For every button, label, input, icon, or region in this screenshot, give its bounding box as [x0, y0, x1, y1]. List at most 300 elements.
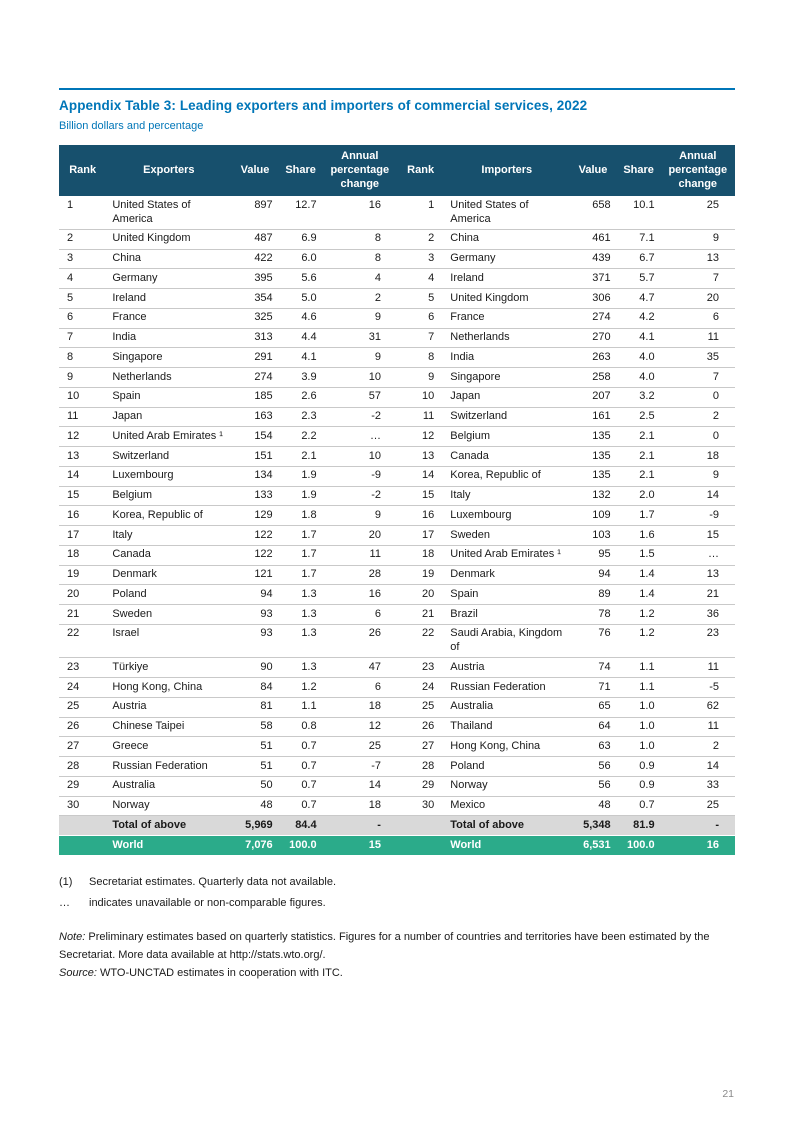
share-cell: 2.0 — [617, 486, 661, 506]
page-number: 21 — [722, 1088, 734, 1100]
annual-change-cell: 13 — [661, 249, 735, 269]
rank-cell: 2 — [59, 229, 106, 249]
country-cell: Netherlands — [106, 368, 231, 388]
accent-rule — [59, 88, 735, 90]
table-row — [59, 757, 735, 777]
table-row — [59, 776, 735, 796]
rank-cell: 13 — [59, 447, 106, 467]
annual-change-cell: 0 — [661, 427, 735, 447]
rank-cell: 21 — [59, 605, 106, 625]
value-cell: 306 — [569, 289, 616, 309]
value-cell: 325 — [231, 308, 278, 328]
country-cell: United Kingdom — [106, 229, 231, 249]
annual-change-cell: 15 — [323, 836, 397, 855]
country-cell: Switzerland — [106, 447, 231, 467]
annual-change-cell: 14 — [661, 757, 735, 777]
table-row — [59, 658, 735, 678]
share-cell: 1.8 — [279, 506, 323, 526]
annual-change-cell: 18 — [661, 447, 735, 467]
note-body: Preliminary estimates based on quarterly statistics. Figures for a number of countries and territories have been estimated by the Secretariat. More data available at http://stats.wto.org/. — [59, 930, 710, 961]
value-cell: 274 — [569, 308, 616, 328]
share-cell: 4.6 — [279, 308, 323, 328]
country-cell: Singapore — [444, 368, 569, 388]
country-cell: Korea, Republic of — [444, 466, 569, 486]
annual-change-cell: 20 — [323, 526, 397, 546]
country-cell: Norway — [106, 796, 231, 816]
annual-change-cell: 11 — [661, 328, 735, 348]
rank-cell — [397, 836, 444, 855]
annual-change-cell: -5 — [661, 678, 735, 698]
value-cell: 78 — [569, 605, 616, 625]
rank-cell: 28 — [59, 757, 106, 777]
country-cell: Australia — [444, 697, 569, 717]
annual-change-cell: 8 — [323, 229, 397, 249]
rank-cell: 19 — [397, 565, 444, 585]
share-cell: 81.9 — [617, 816, 661, 836]
page-title: Appendix Table 3: Leading exporters and importers of commercial services, 2022 — [59, 98, 588, 113]
country-cell: China — [106, 249, 231, 269]
table-row — [59, 308, 735, 328]
share-cell: 1.2 — [617, 605, 661, 625]
country-cell: Germany — [106, 269, 231, 289]
country-cell: India — [106, 328, 231, 348]
rank-cell — [59, 836, 106, 855]
share-cell: 3.9 — [279, 368, 323, 388]
country-cell: Germany — [444, 249, 569, 269]
table-row — [59, 486, 735, 506]
share-cell: 2.1 — [617, 427, 661, 447]
country-cell: Poland — [444, 757, 569, 777]
country-cell: Türkiye — [106, 658, 231, 678]
rank-cell: 9 — [59, 368, 106, 388]
share-cell: 1.5 — [617, 545, 661, 565]
table-row — [59, 427, 735, 447]
value-cell: 81 — [231, 697, 278, 717]
value-cell: 65 — [569, 697, 616, 717]
rank-cell: 12 — [59, 427, 106, 447]
annual-change-cell: 9 — [323, 348, 397, 368]
rank-cell: 26 — [59, 717, 106, 737]
rank-cell: 20 — [59, 585, 106, 605]
annual-change-cell: 14 — [661, 486, 735, 506]
value-cell: 56 — [569, 776, 616, 796]
share-cell: 1.7 — [279, 526, 323, 546]
country-cell: Sweden — [106, 605, 231, 625]
table-row — [59, 697, 735, 717]
value-cell: 897 — [231, 196, 278, 229]
notes-block — [59, 928, 735, 982]
services-table — [59, 145, 735, 855]
annual-change-cell: 16 — [323, 585, 397, 605]
annual-change-cell: 57 — [323, 387, 397, 407]
annual-change-cell: 14 — [323, 776, 397, 796]
annual-change-cell: 28 — [323, 565, 397, 585]
share-cell: 1.3 — [279, 624, 323, 658]
share-cell: 2.1 — [617, 447, 661, 467]
country-cell: Denmark — [106, 565, 231, 585]
annual-change-cell: 31 — [323, 328, 397, 348]
value-cell: 161 — [569, 407, 616, 427]
rank-cell: 30 — [397, 796, 444, 816]
share-cell: 6.0 — [279, 249, 323, 269]
table-row — [59, 678, 735, 698]
country-cell: Sweden — [444, 526, 569, 546]
country-cell: United States of America — [444, 196, 569, 229]
share-cell: 4.7 — [617, 289, 661, 309]
annual-change-header: Annual percentage change — [661, 145, 735, 196]
rank-cell: 14 — [397, 466, 444, 486]
country-cell: Belgium — [106, 486, 231, 506]
share-cell: 0.9 — [617, 776, 661, 796]
annual-change-cell: 11 — [323, 545, 397, 565]
share-cell: 1.0 — [617, 737, 661, 757]
rank-cell: 2 — [397, 229, 444, 249]
annual-change-cell: -9 — [661, 506, 735, 526]
rank-cell: 26 — [397, 717, 444, 737]
share-cell: 2.5 — [617, 407, 661, 427]
annual-change-cell: 10 — [323, 447, 397, 467]
value-cell: 51 — [231, 757, 278, 777]
table-row — [59, 229, 735, 249]
annual-change-cell: 18 — [323, 796, 397, 816]
share-cell: 1.4 — [617, 585, 661, 605]
country-cell: Austria — [106, 697, 231, 717]
share-cell: 0.7 — [279, 776, 323, 796]
value-cell: 422 — [231, 249, 278, 269]
rank-cell: 8 — [59, 348, 106, 368]
value-cell: 135 — [569, 466, 616, 486]
table-row — [59, 387, 735, 407]
country-cell: China — [444, 229, 569, 249]
rank-cell: 3 — [397, 249, 444, 269]
share-cell: 0.7 — [279, 737, 323, 757]
value-cell: 74 — [569, 658, 616, 678]
table-row — [59, 737, 735, 757]
country-cell: Poland — [106, 585, 231, 605]
rank-cell: 10 — [397, 387, 444, 407]
table-row — [59, 605, 735, 625]
annual-change-cell: 62 — [661, 697, 735, 717]
table-row — [59, 585, 735, 605]
share-cell: 1.7 — [279, 565, 323, 585]
country-cell: Spain — [106, 387, 231, 407]
rank-cell: 11 — [397, 407, 444, 427]
country-cell: Japan — [106, 407, 231, 427]
rank-cell: 22 — [397, 624, 444, 658]
country-cell: Belgium — [444, 427, 569, 447]
country-cell: Netherlands — [444, 328, 569, 348]
share-cell: 4.4 — [279, 328, 323, 348]
share-cell: 100.0 — [617, 836, 661, 855]
rank-cell: 18 — [397, 545, 444, 565]
share-cell: 0.7 — [279, 796, 323, 816]
country-cell: Luxembourg — [106, 466, 231, 486]
country-cell: Australia — [106, 776, 231, 796]
table-row — [59, 447, 735, 467]
footnote-text: indicates unavailable or non-comparable figures. — [89, 896, 326, 909]
rank-cell: 6 — [397, 308, 444, 328]
share-cell: 84.4 — [279, 816, 323, 836]
share-cell: 2.2 — [279, 427, 323, 447]
annual-change-cell: 15 — [661, 526, 735, 546]
share-cell: 1.1 — [617, 678, 661, 698]
country-cell: Italy — [106, 526, 231, 546]
value-cell: 94 — [569, 565, 616, 585]
value-cell: 50 — [231, 776, 278, 796]
annual-change-cell: 2 — [323, 289, 397, 309]
annual-change-cell: 18 — [323, 697, 397, 717]
country-cell: France — [106, 308, 231, 328]
table-row — [59, 269, 735, 289]
rank-cell: 16 — [397, 506, 444, 526]
annual-change-cell: 6 — [661, 308, 735, 328]
share-cell: 4.2 — [617, 308, 661, 328]
annual-change-cell: … — [661, 545, 735, 565]
value-cell: 121 — [231, 565, 278, 585]
value-cell: 270 — [569, 328, 616, 348]
value-cell: 58 — [231, 717, 278, 737]
value-cell: 5,348 — [569, 816, 616, 836]
country-cell: Denmark — [444, 565, 569, 585]
country-cell: Greece — [106, 737, 231, 757]
annual-change-cell: -2 — [323, 407, 397, 427]
share-cell: 6.7 — [617, 249, 661, 269]
rank-cell: 15 — [59, 486, 106, 506]
country-cell: Austria — [444, 658, 569, 678]
annual-change-cell: 7 — [661, 368, 735, 388]
rank-cell: 3 — [59, 249, 106, 269]
rank-cell: 1 — [59, 196, 106, 229]
annual-change-cell: 11 — [661, 717, 735, 737]
table-row — [59, 624, 735, 658]
table-row — [59, 796, 735, 816]
country-cell: Mexico — [444, 796, 569, 816]
value-cell: 371 — [569, 269, 616, 289]
share-cell: 1.3 — [279, 585, 323, 605]
table-row — [59, 249, 735, 269]
annual-change-cell: 35 — [661, 348, 735, 368]
annual-change-cell: 9 — [323, 308, 397, 328]
country-cell: Hong Kong, China — [444, 737, 569, 757]
country-cell: Hong Kong, China — [106, 678, 231, 698]
annual-change-cell: 16 — [323, 196, 397, 229]
share-cell: 4.0 — [617, 368, 661, 388]
value-cell: 93 — [231, 605, 278, 625]
value-cell: 84 — [231, 678, 278, 698]
value-cell: 274 — [231, 368, 278, 388]
rank-cell: 27 — [397, 737, 444, 757]
rank-cell: 30 — [59, 796, 106, 816]
total-row — [59, 816, 735, 836]
value-cell: 71 — [569, 678, 616, 698]
table-row — [59, 506, 735, 526]
value-cell: 263 — [569, 348, 616, 368]
rank-cell: 10 — [59, 387, 106, 407]
value-cell: 51 — [231, 737, 278, 757]
annual-change-cell: 8 — [323, 249, 397, 269]
value-cell: 63 — [569, 737, 616, 757]
value-cell: 395 — [231, 269, 278, 289]
rank-cell: 4 — [397, 269, 444, 289]
value-cell: 313 — [231, 328, 278, 348]
value-cell: 64 — [569, 717, 616, 737]
annual-change-cell: 20 — [661, 289, 735, 309]
value-cell: 90 — [231, 658, 278, 678]
world-row — [59, 836, 735, 855]
source-label: Source: — [59, 966, 97, 979]
value-cell: 163 — [231, 407, 278, 427]
annual-change-cell: - — [323, 816, 397, 836]
value-cell: 93 — [231, 624, 278, 658]
annual-change-cell: 36 — [661, 605, 735, 625]
value-cell: 6,531 — [569, 836, 616, 855]
footnote-marker: … — [59, 896, 70, 909]
country-cell: United Arab Emirates ¹ — [106, 427, 231, 447]
table-row — [59, 545, 735, 565]
table-header-row — [59, 145, 735, 196]
country-cell: Canada — [444, 447, 569, 467]
share-cell: 10.1 — [617, 196, 661, 229]
share-cell: 0.9 — [617, 757, 661, 777]
country-cell: Japan — [444, 387, 569, 407]
rank-cell: 21 — [397, 605, 444, 625]
country-cell: Luxembourg — [444, 506, 569, 526]
value-cell: 89 — [569, 585, 616, 605]
rank-cell: 14 — [59, 466, 106, 486]
annual-change-cell: 21 — [661, 585, 735, 605]
table-row — [59, 289, 735, 309]
share-header: Share — [617, 145, 661, 196]
rank-cell: 29 — [59, 776, 106, 796]
rank-cell: 5 — [59, 289, 106, 309]
importers-header: Importers — [444, 145, 569, 196]
annual-change-cell: 25 — [661, 796, 735, 816]
share-cell: 1.1 — [279, 697, 323, 717]
annual-change-cell: 6 — [323, 605, 397, 625]
annual-change-cell: 23 — [661, 624, 735, 658]
footnote-marker: (1) — [59, 875, 73, 888]
annual-change-cell: 12 — [323, 717, 397, 737]
share-cell: 1.9 — [279, 486, 323, 506]
value-cell: 135 — [569, 427, 616, 447]
value-cell: 129 — [231, 506, 278, 526]
value-cell: 122 — [231, 526, 278, 546]
value-cell: 154 — [231, 427, 278, 447]
value-cell: 103 — [569, 526, 616, 546]
footnotes — [59, 875, 735, 912]
country-cell: Russian Federation — [106, 757, 231, 777]
annual-change-cell: 6 — [323, 678, 397, 698]
country-cell: United States of America — [106, 196, 231, 229]
value-cell: 291 — [231, 348, 278, 368]
table-row — [59, 466, 735, 486]
country-cell: Total of above — [106, 816, 231, 836]
rank-cell — [59, 816, 106, 836]
value-cell: 48 — [569, 796, 616, 816]
value-header: Value — [569, 145, 616, 196]
share-cell: 1.2 — [617, 624, 661, 658]
table-row — [59, 717, 735, 737]
annual-change-header: Annual percentage change — [323, 145, 397, 196]
rank-cell: 19 — [59, 565, 106, 585]
share-cell: 7.1 — [617, 229, 661, 249]
annual-change-cell: -2 — [323, 486, 397, 506]
rank-cell: 13 — [397, 447, 444, 467]
rank-cell: 5 — [397, 289, 444, 309]
value-cell: 439 — [569, 249, 616, 269]
footnote-text: Secretariat estimates. Quarterly data not available. — [89, 875, 337, 888]
annual-change-cell: 16 — [661, 836, 735, 855]
annual-change-cell: 2 — [661, 737, 735, 757]
value-cell: 122 — [231, 545, 278, 565]
rank-cell: 7 — [59, 328, 106, 348]
value-cell: 461 — [569, 229, 616, 249]
share-cell: 0.7 — [617, 796, 661, 816]
rank-cell: 8 — [397, 348, 444, 368]
annual-change-cell: 7 — [661, 269, 735, 289]
share-header: Share — [279, 145, 323, 196]
annual-change-cell: -7 — [323, 757, 397, 777]
rank-cell: 4 — [59, 269, 106, 289]
share-cell: 2.6 — [279, 387, 323, 407]
rank-cell: 25 — [59, 697, 106, 717]
table-row — [59, 348, 735, 368]
country-cell: Israel — [106, 624, 231, 658]
country-cell: Chinese Taipei — [106, 717, 231, 737]
share-cell: 6.9 — [279, 229, 323, 249]
table-body — [59, 196, 735, 855]
country-cell: World — [444, 836, 569, 855]
rank-cell: 25 — [397, 697, 444, 717]
value-cell: 5,969 — [231, 816, 278, 836]
value-cell: 135 — [569, 447, 616, 467]
rank-cell — [397, 816, 444, 836]
value-cell: 56 — [569, 757, 616, 777]
country-cell: Ireland — [106, 289, 231, 309]
value-cell: 185 — [231, 387, 278, 407]
country-cell: India — [444, 348, 569, 368]
country-cell: United Arab Emirates ¹ — [444, 545, 569, 565]
annual-change-cell: … — [323, 427, 397, 447]
share-cell: 1.4 — [617, 565, 661, 585]
note-label: Note: — [59, 930, 86, 943]
share-cell: 5.0 — [279, 289, 323, 309]
rank-cell: 17 — [59, 526, 106, 546]
country-cell: Total of above — [444, 816, 569, 836]
rank-cell: 24 — [397, 678, 444, 698]
share-cell: 2.3 — [279, 407, 323, 427]
rank-cell: 29 — [397, 776, 444, 796]
value-cell: 109 — [569, 506, 616, 526]
annual-change-cell: -9 — [323, 466, 397, 486]
table-row — [59, 196, 735, 229]
share-cell: 3.2 — [617, 387, 661, 407]
value-cell: 132 — [569, 486, 616, 506]
share-cell: 0.7 — [279, 757, 323, 777]
table-row — [59, 407, 735, 427]
share-cell: 4.0 — [617, 348, 661, 368]
share-cell: 1.0 — [617, 697, 661, 717]
annual-change-cell: 33 — [661, 776, 735, 796]
rank-cell: 24 — [59, 678, 106, 698]
rank-cell: 23 — [59, 658, 106, 678]
share-cell: 1.3 — [279, 605, 323, 625]
rank-cell: 1 — [397, 196, 444, 229]
rank-cell: 28 — [397, 757, 444, 777]
annual-change-cell: 25 — [323, 737, 397, 757]
rank-cell: 11 — [59, 407, 106, 427]
country-cell: Spain — [444, 585, 569, 605]
